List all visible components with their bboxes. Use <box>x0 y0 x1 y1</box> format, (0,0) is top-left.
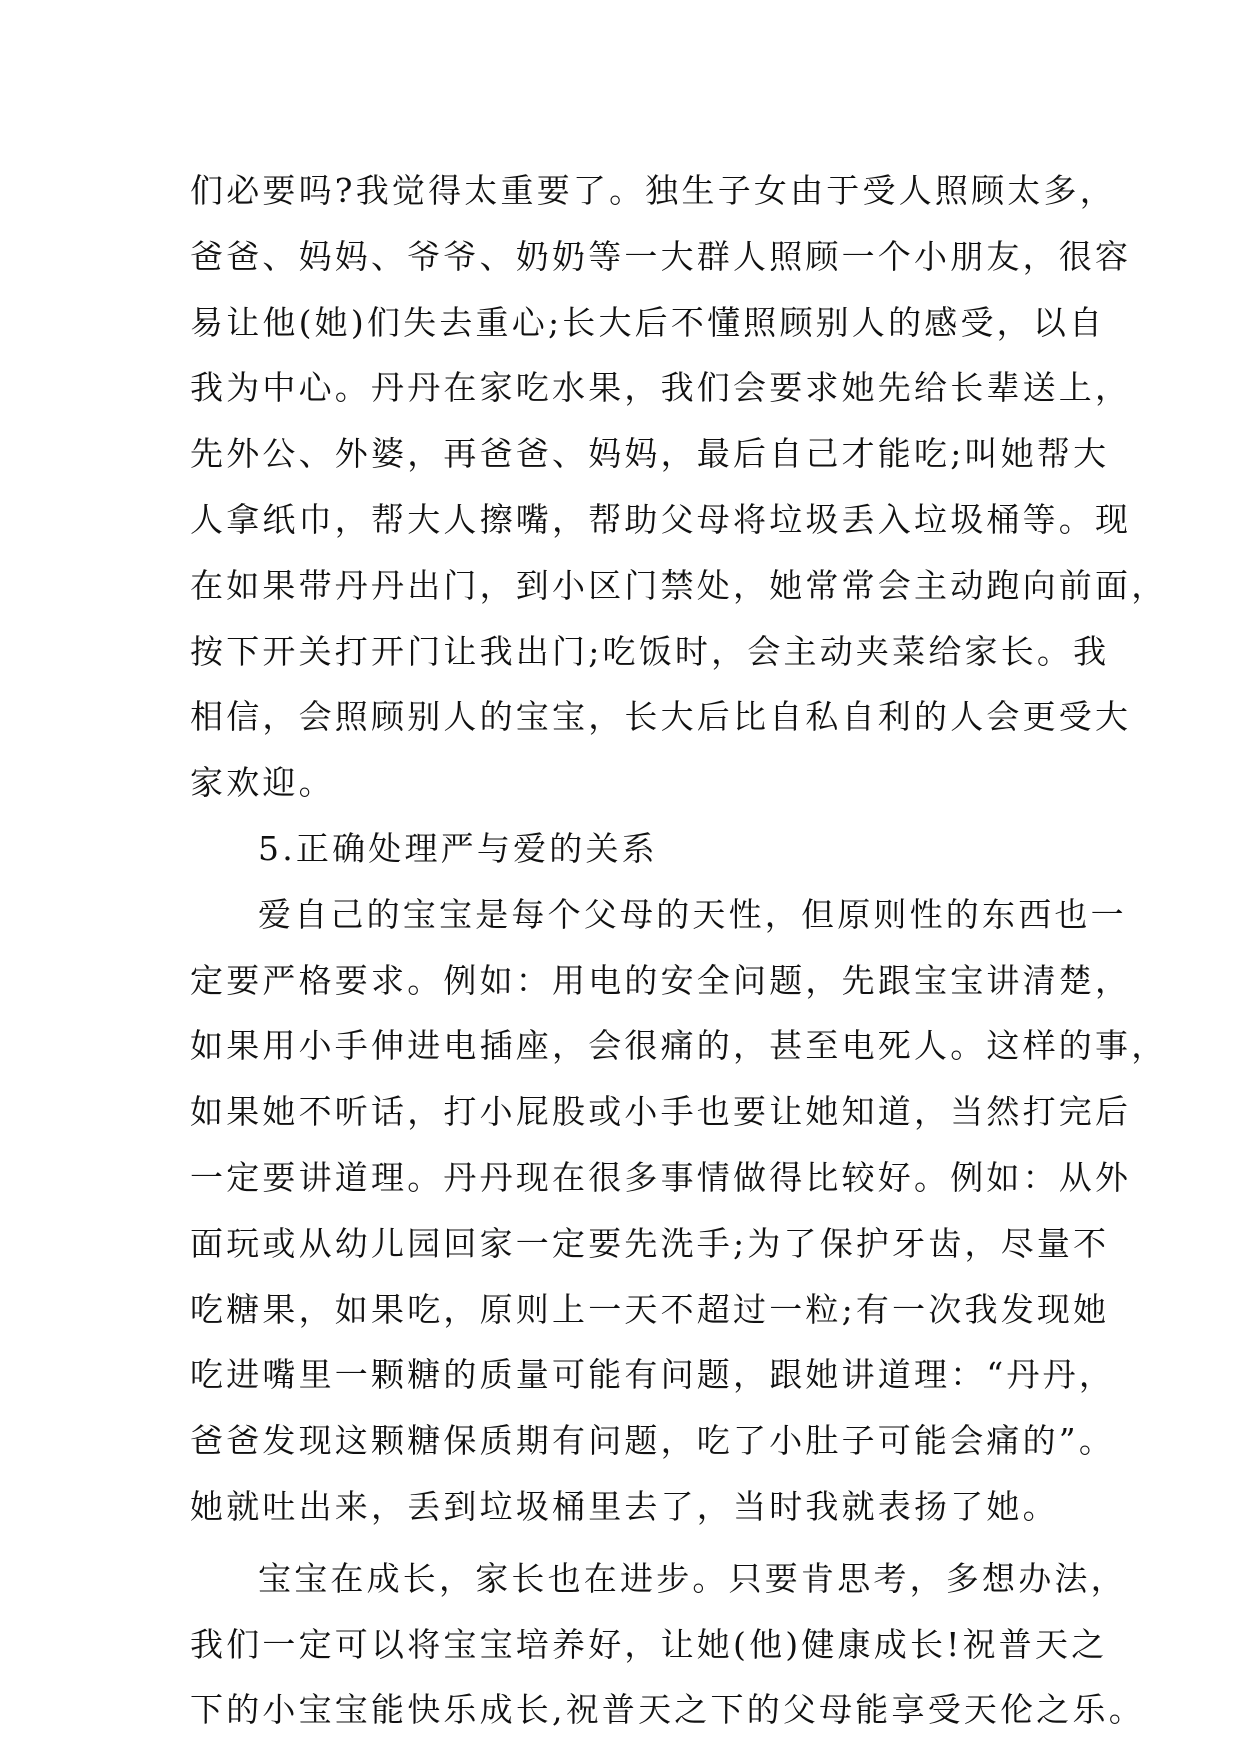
text-line: 在如果带丹丹出门，到小区门禁处，她常常会主动跑向前面， <box>190 565 1168 605</box>
text-line: 吃糖果，如果吃，原则上一天不超过一粒;有一次我发现她 <box>190 1289 1110 1329</box>
text-line: 面玩或从幼儿园回家一定要先洗手;为了保护牙齿，尽量不 <box>190 1223 1110 1263</box>
text-line: 我为中心。丹丹在家吃水果，我们会要求她先给长辈送上， <box>190 368 1132 408</box>
text-line: 爱自己的宝宝是每个父母的天性，但原则性的东西也一 <box>258 894 1127 934</box>
text-line: 家欢迎。 <box>190 763 335 803</box>
text-line: 我们一定可以将宝宝培养好，让她(他)健康成长!祝普天之 <box>190 1624 1108 1664</box>
text-line: 爸爸、妈妈、爷爷、奶奶等一大群人照顾一个小朋友，很容 <box>190 236 1132 276</box>
text-line: 爸爸发现这颗糖保质期有问题，吃了小肚子可能会痛的”。 <box>190 1421 1116 1461</box>
text-line: 人拿纸巾，帮大人擦嘴，帮助父母将垃圾丢入垃圾桶等。现 <box>190 499 1132 539</box>
text-line: 吃进嘴里一颗糖的质量可能有问题，跟她讲道理：“丹丹， <box>190 1355 1116 1395</box>
text-line: 易让他(她)们失去重心;长大后不懂照顾别人的感受，以自 <box>190 302 1106 342</box>
section-heading: 5.正确处理严与爱的关系 <box>258 828 658 868</box>
text-line: 先外公、外婆，再爸爸、妈妈，最后自己才能吃;叫她帮大 <box>190 434 1110 474</box>
text-line: 如果她不听话，打小屁股或小手也要让她知道，当然打完后 <box>190 1092 1132 1132</box>
text-line: 宝宝在成长，家长也在进步。只要肯思考，多想办法， <box>258 1558 1127 1598</box>
text-line: 定要严格要求。例如：用电的安全问题，先跟宝宝讲清楚， <box>190 960 1132 1000</box>
text-line: 下的小宝宝能快乐成长,祝普天之下的父母能享受天伦之乐。 <box>190 1690 1145 1730</box>
text-line: 如果用小手伸进电插座，会很痛的，甚至电死人。这样的事， <box>190 1026 1168 1066</box>
text-line: 一定要讲道理。丹丹现在很多事情做得比较好。例如：从外 <box>190 1157 1132 1197</box>
text-line: 相信，会照顾别人的宝宝，长大后比自私自利的人会更受大 <box>190 697 1132 737</box>
text-line: 按下开关打开门让我出门;吃饭时，会主动夹菜给家长。我 <box>190 631 1110 671</box>
body-text <box>190 158 1168 1743</box>
text-line: 她就吐出来，丢到垃圾桶里去了，当时我就表扬了她。 <box>190 1486 1059 1526</box>
text-line: 们必要吗?我觉得太重要了。独生子女由于受人照顾太多， <box>190 171 1116 210</box>
